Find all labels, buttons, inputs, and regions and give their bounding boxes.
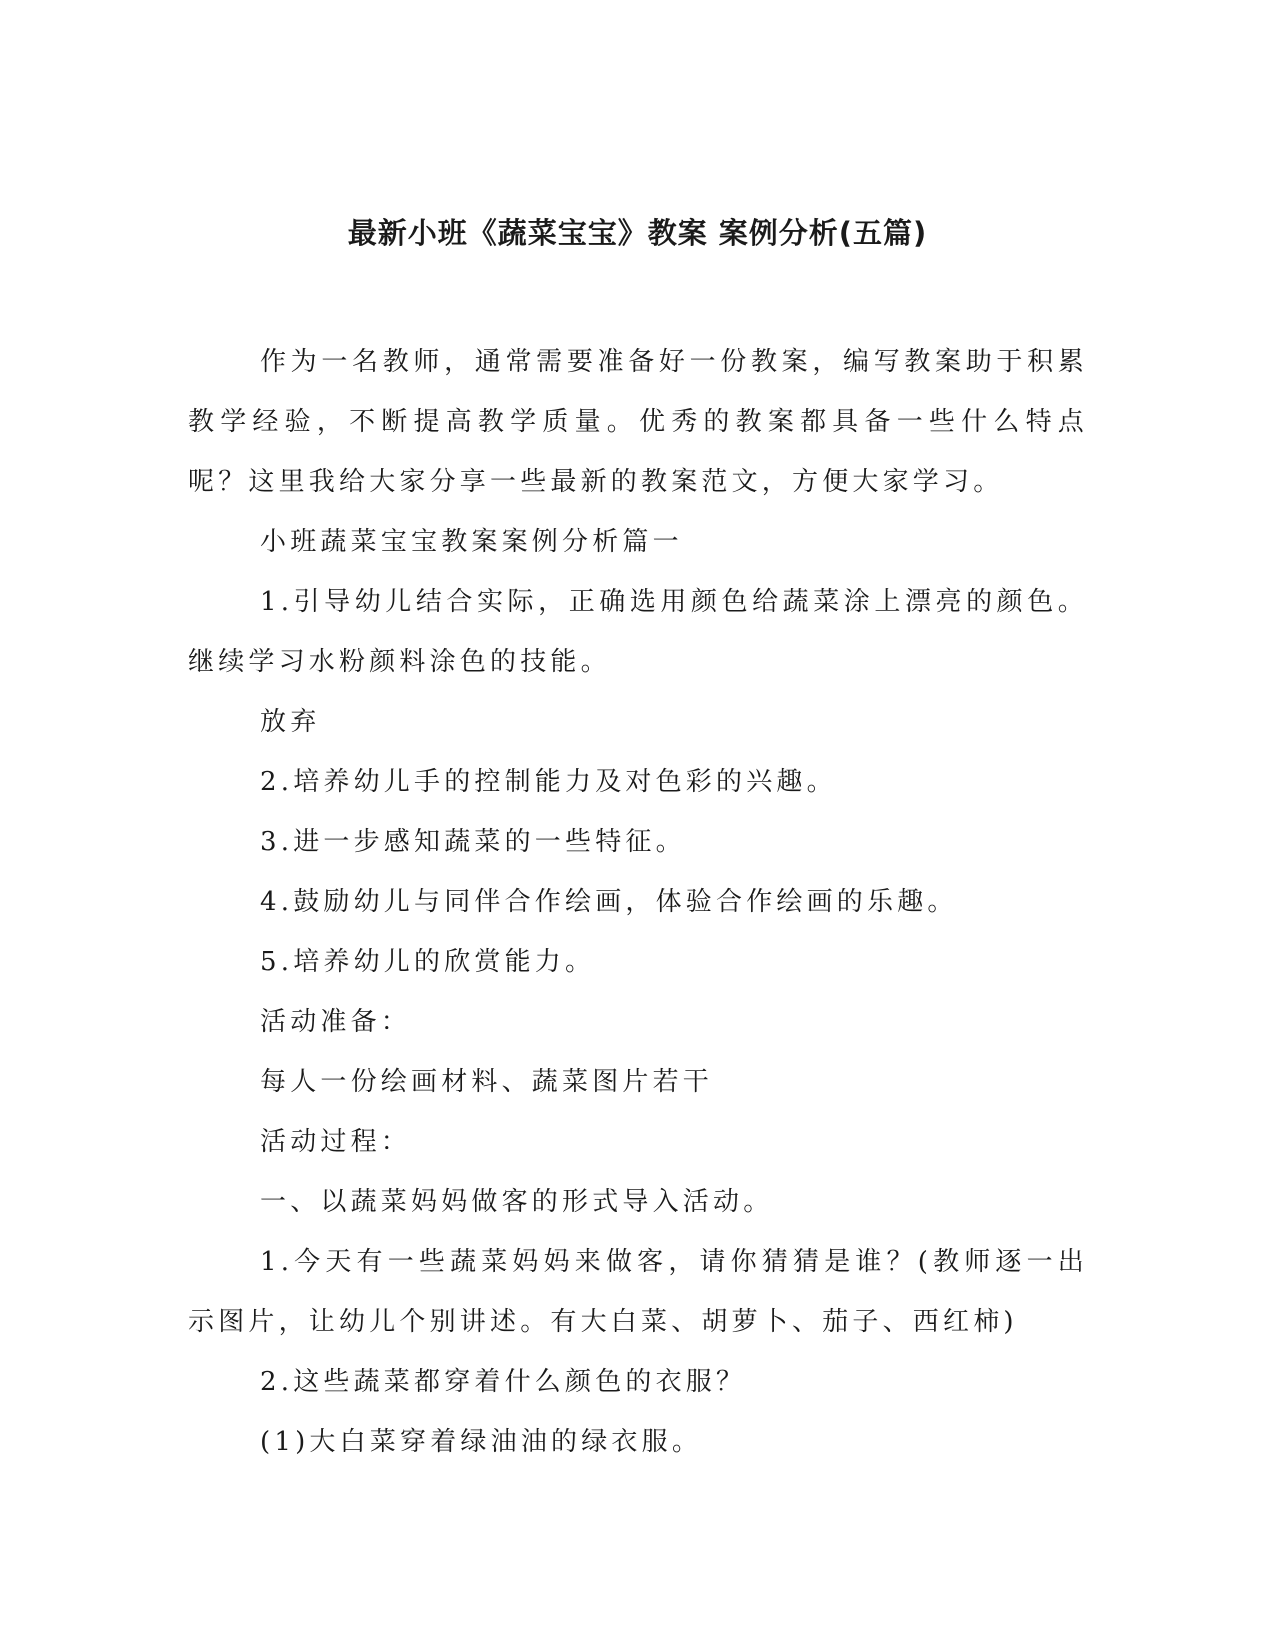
goal-item-5: 5.培养幼儿的欣赏能力。 [260,947,596,977]
goal-item-2: 2.培养幼儿手的控制能力及对色彩的兴趣。 [260,767,837,797]
document-title: 最新小班《蔬菜宝宝》教案 案例分析(五篇) [347,216,928,250]
goal-item-4: 4.鼓励幼儿与同伴合作绘画，体验合作绘画的乐趣。 [260,887,958,917]
process-substep-2: 2.这些蔬菜都穿着什么颜色的衣服？ [260,1367,747,1397]
process-step-1: 一、以蔬菜妈妈做客的形式导入活动。 [260,1187,774,1217]
process-substep-1: 1.今天有一些蔬菜妈妈来做客，请你猜猜是谁？(教师逐一出示图片，让幼儿个别讲述。有大白菜、胡萝卜、茄子、西红柿) [188,1247,1088,1337]
process-heading: 活动过程： [260,1127,412,1157]
section-heading: 小班蔬菜宝宝教案案例分析篇一 [260,527,683,557]
body-paragraph: 放弃 [260,707,321,737]
goal-item-3: 3.进一步感知蔬菜的一些特征。 [260,827,686,857]
preparation-text: 每人一份绘画材料、蔬菜图片若干 [260,1067,714,1097]
preparation-heading: 活动准备： [260,1007,412,1037]
goal-item-1: 1.引导幼儿结合实际，正确选用颜色给蔬菜涂上漂亮的颜色。继续学习水粉颜料涂色的技能。 [188,587,1088,677]
process-detail-1: (1)大白菜穿着绿油油的绿衣服。 [260,1427,703,1457]
intro-paragraph: 作为一名教师，通常需要准备好一份教案，编写教案助于积累教学经验，不断提高教学质量。优秀的教案都具备一些什么特点呢？这里我给大家分享一些最新的教案范文，方便大家学习。 [188,347,1088,497]
document-body [188,332,1088,1472]
